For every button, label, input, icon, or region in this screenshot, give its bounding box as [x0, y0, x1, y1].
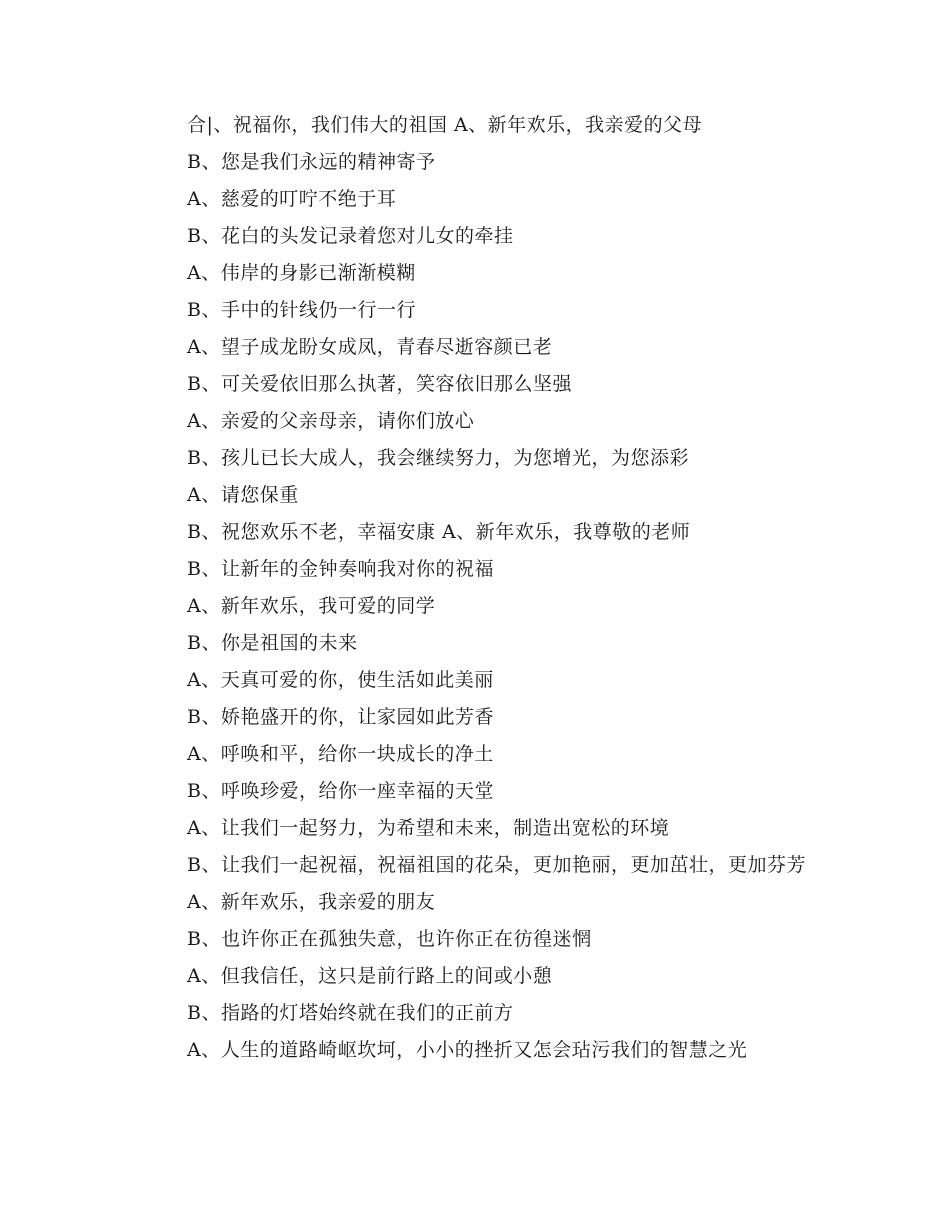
text-line: B、让新年的金钟奏响我对你的祝福: [187, 558, 494, 580]
text-line: A、新年欢乐，我亲爱的朋友: [187, 891, 436, 913]
text-line: A、新年欢乐，我可爱的同学: [187, 595, 436, 617]
text-line: A、人生的道路崎岖坎坷，小小的挫折又怎会玷污我们的智慧之光: [187, 1039, 748, 1061]
text-line: A、伟岸的身影已渐渐模糊: [187, 262, 416, 284]
text-line: B、娇艳盛开的你，让家园如此芳香: [187, 706, 494, 728]
text-line: B、可关爱依旧那么执著，笑容依旧那么坚强: [187, 373, 572, 395]
text-line: A、慈爱的叮咛不绝于耳: [187, 188, 397, 210]
document-body: [140, 107, 820, 1069]
text-line: B、您是我们永远的精神寄予: [187, 151, 436, 173]
text-line: A、请您保重: [187, 484, 299, 506]
text-line: A、但我信任，这只是前行路上的间或小憩: [187, 965, 553, 987]
text-line: B、孩儿已长大成人，我会继续努力，为您增光，为您添彩: [187, 447, 689, 469]
text-line: B、指路的灯塔始终就在我们的正前方: [187, 1002, 514, 1024]
text-line: A、亲爱的父亲母亲，请你们放心: [187, 410, 475, 432]
text-line: B、呼唤珍爱，给你一座幸福的天堂: [187, 780, 494, 802]
text-line: A、天真可爱的你，使生活如此美丽: [187, 669, 494, 691]
text-line: 合|、祝福你，我们伟大的祖国 A、新年欢乐，我亲爱的父母: [187, 114, 703, 136]
text-line: A、呼唤和平，给你一块成长的净土: [187, 743, 494, 765]
text-line: B、花白的头发记录着您对儿女的牵挂: [187, 225, 514, 247]
text-line: A、让我们一起努力，为希望和未来，制造出宽松的环境: [187, 817, 670, 839]
text-line: A、望子成龙盼女成凤，青春尽逝容颜已老: [187, 336, 553, 358]
text-line: B、手中的针线仍一行一行: [187, 299, 416, 321]
text-paragraph: B、让我们一起祝福，祝福祖国的花朵，更加艳丽，更加茁壮，更加芬芳: [187, 854, 806, 876]
text-line: B、也许你正在孤独失意，也许你正在彷徨迷惘: [187, 928, 592, 950]
text-line: B、你是祖国的未来: [187, 632, 358, 654]
text-line: B、祝您欢乐不老，幸福安康 A、新年欢乐，我尊敬的老师: [187, 521, 691, 543]
